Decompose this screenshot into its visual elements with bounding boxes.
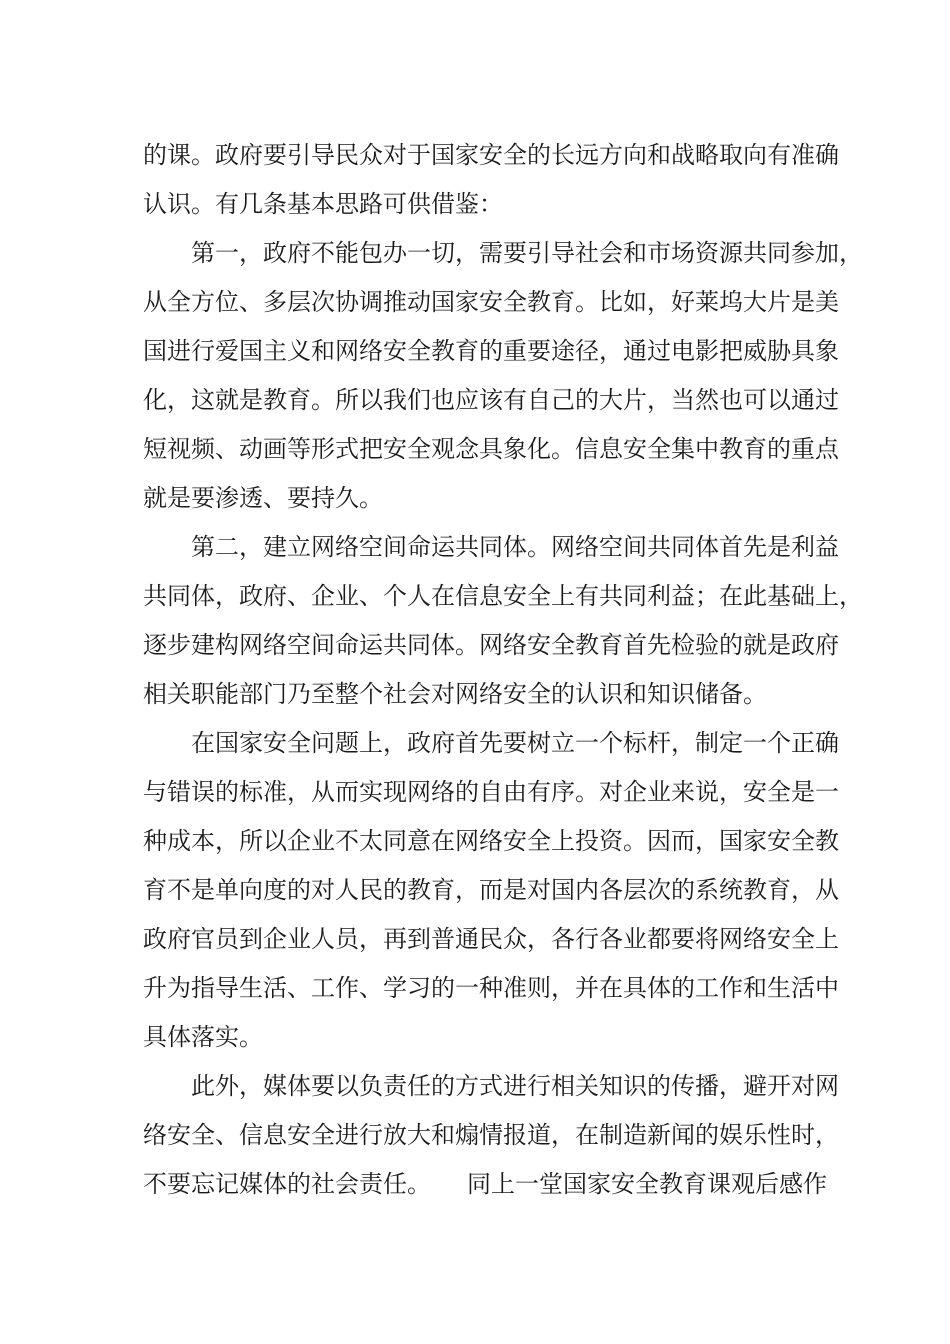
paragraph-media <box>143 1062 839 1209</box>
text-line: 相关职能部门乃至整个社会对网络安全的认识和知识储备。 <box>143 680 767 708</box>
text-line: 育不是单向度的对人民的教育，而是对国内各层次的系统教育，从 <box>143 876 839 904</box>
text-line: 升为指导生活、工作、学习的一种准则，并在具体的工作和生活中 <box>143 974 839 1002</box>
paragraph-continuation <box>143 131 839 229</box>
paragraph-second-point <box>143 523 863 719</box>
text-line: 短视频、动画等形式把安全观念具象化。信息安全集中教育的重点 <box>143 435 839 463</box>
text-line: 络安全、信息安全进行放大和煽情报道，在制造新闻的娱乐性时， <box>143 1121 839 1149</box>
text-line: 的课。政府要引导民众对于国家安全的长远方向和战略取向有准确 <box>143 141 839 169</box>
text-line: 认识。有几条基本思路可供借鉴： <box>143 190 503 218</box>
document-body <box>143 131 863 1209</box>
text-line: 种成本，所以企业不太同意在网络安全上投资。因而，国家安全教 <box>143 827 839 855</box>
text-line: 国进行爱国主义和网络安全教育的重要途径，通过电影把威胁具象 <box>143 337 839 365</box>
paragraph-national-security <box>143 719 839 1062</box>
text-line: 具体落实。 <box>143 1023 263 1051</box>
text-line: 逐步建构网络空间命运共同体。网络安全教育首先检验的就是政府 <box>143 631 839 659</box>
text-line: 不要忘记媒体的社会责任。 同上一堂国家安全教育课观后感作 <box>143 1170 827 1198</box>
text-line: 从全方位、多层次协调推动国家安全教育。比如，好莱坞大片是美 <box>143 288 839 316</box>
text-line: 第二，建立网络空间命运共同体。网络空间共同体首先是利益 <box>191 533 839 561</box>
paragraph-first-point <box>143 229 863 523</box>
text-line: 共同体，政府、企业、个人在信息安全上有共同利益；在此基础上， <box>143 582 863 610</box>
text-line: 化，这就是教育。所以我们也应该有自己的大片，当然也可以通过 <box>143 386 839 414</box>
text-line: 此外，媒体要以负责任的方式进行相关知识的传播，避开对网 <box>191 1072 839 1100</box>
text-line: 与错误的标准，从而实现网络的自由有序。对企业来说，安全是一 <box>143 778 839 806</box>
text-line: 政府官员到企业人员，再到普通民众，各行各业都要将网络安全上 <box>143 925 839 953</box>
text-line: 在国家安全问题上，政府首先要树立一个标杆，制定一个正确 <box>191 729 839 757</box>
text-line: 第一，政府不能包办一切，需要引导社会和市场资源共同参加， <box>191 239 863 267</box>
text-line: 就是要渗透、要持久。 <box>143 484 383 512</box>
